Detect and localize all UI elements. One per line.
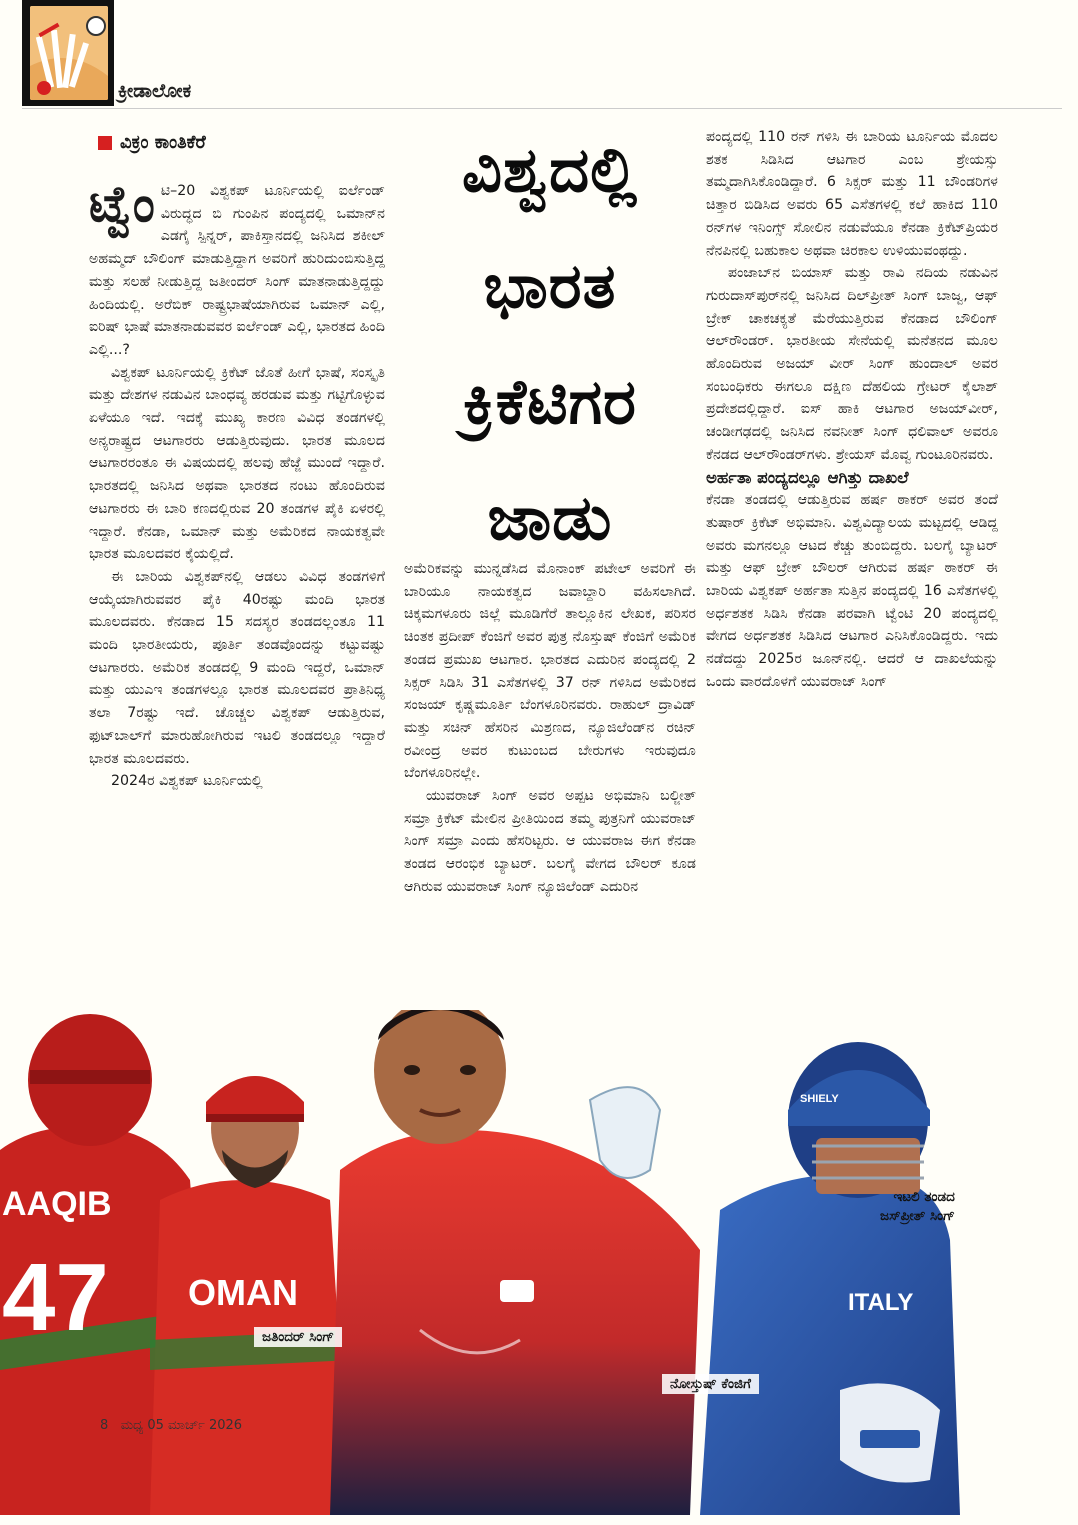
headline (404, 112, 696, 576)
oman-player-jatinder (150, 1076, 352, 1515)
usa-player-nosthush (330, 1010, 700, 1515)
oman-text: OMAN (188, 1272, 298, 1313)
paragraph: ಪಂದ್ಯದಲ್ಲಿ 110 ರನ್ ಗಳಿಸಿ ಈ ಬಾರಿಯ ಟೂರ್ನಿಯ ಮೊದಲ ಶತಕ ಸಿಡಿಸಿದ ಆಟಗಾರ ಎಂಬ ಶ್ರೇಯಸ್ಸು ತಮ್ಮದಾಗಿಸಿಕೊಂಡಿದ್ದಾರೆ. 6 ಸಿಕ್ಸರ್ ಮತ್ತು 11 ಬೌಂಡರಿಗಳ ಚಿತ್ತಾರ ಬಿಡಿಸಿದ ಅವರು 65 ಎಸೆತಗಳಲ್ಲಿ ಕಲೆ ಹಾಕಿದ 110 ರನ್‌ಗಳ ಇನಿಂಗ್ಸ್ ಸೋಲಿನ ನಡುವೆಯೂ ಕೆನಡಾ ಕ್ರಿಕೆಟ್‌ಪ್ರಿಯರ ನೆನಪಿನಲ್ಲಿ ಬಹುಕಾಲ ಅಥವಾ ಚಿರಕಾಲ ಉಳಿಯುವಂಥದ್ದು. (706, 129, 998, 259)
byline-square-icon (98, 136, 112, 150)
cricket-wickets-icon (30, 6, 108, 100)
caption-jaspreet (872, 1186, 963, 1228)
author-name: ವಿಕ್ರಂ ಕಾಂತಿಕೆರೆ (120, 132, 206, 153)
paragraph: ಅಮೆರಿಕವನ್ನು ಮುನ್ನಡೆಸಿದ ಮೊನಾಂಕ್ ಪಟೇಲ್ ಅವರಿಗೆ ಈ ಬಾರಿಯೂ ನಾಯಕತ್ವದ ಜವಾಬ್ದಾರಿ ವಹಿಸಲಾಗಿದೆ. ಚಿಕ್ಕಮಗಳೂರು ಜಿಲ್ಲೆ ಮೂಡಿಗೆರೆ ತಾಲ್ಲೂಕಿನ ಲೇಖಕ, ಪರಿಸರ ಚಿಂತಕ ಪ್ರದೀಪ್ ಕೆಂಜಿಗೆ ಅವರ ಪುತ್ರ ನೊಸ್ತುಷ್ ಕೆಂಜಿಗೆ ಅಮೆರಿಕ ತಂಡದ ಪ್ರಮುಖ ಆಟಗಾರ. ಭಾರತದ ಎದುರಿನ ಪಂದ್ಯದಲ್ಲಿ 2 ಸಿಕ್ಸರ್ ಸಿಡಿಸಿ 31 ಎಸೆತಗಳಲ್ಲಿ 37 ರನ್ ಗಳಿಸಿದ ಅಮೆರಿಕದ ಸಂಜಯ್ ಕೃಷ್ಣಮೂರ್ತಿ ಬೆಂಗಳೂರಿನವರು. ರಾಹುಲ್ ದ್ರಾವಿಡ್ ಮತ್ತು ಸಚಿನ್ ಹೆಸರಿನ ಮಿಶ್ರಣದ, ನ್ಯೂಜಿಲೆಂಡ್‌ನ ರಚಿನ್ ರವೀಂದ್ರ ಅವರ ಕುಟುಂಬದ ಬೇರುಗಳು ಇರುವುದೂ ಬೆಂಗಳೂರಿನಲ್ಲೇ. (404, 561, 696, 782)
paragraph: ಕೆನಡಾ ತಂಡದಲ್ಲಿ ಆಡುತ್ತಿರುವ ಹರ್ಷ ಠಾಕರ್ ಅವರ ತಂದೆ ತುಷಾರ್ ಕ್ರಿಕೆಟ್ ಅಭಿಮಾನಿ. ವಿಶ್ವವಿದ್ಯಾಲಯ ಮಟ್ಟದಲ್ಲಿ ಆಡಿದ್ದ ಅವರು ಮಗನಲ್ಲೂ ಆಟದ ಕೆಚ್ಚು ತುಂಬಿದ್ದರು. ಬಲಗೈ ಬ್ಯಾಟರ್ ಮತ್ತು ಆಫ್ ಬ್ರೇಕ್ ಬೌಲರ್ ಆಗಿರುವ ಹರ್ಷ ಠಾಕರ್ ಈ ಬಾರಿಯ ವಿಶ್ವಕಪ್ ಅರ್ಹತಾ ಸುತ್ತಿನ ಪಂದ್ಯದಲ್ಲಿ 16 ಎಸೆತಗಳಲ್ಲಿ ಅರ್ಧಶತಕ ಸಿಡಿಸಿ ಕೆನಡಾ ಪರವಾಗಿ ಟ್ವೆಂಟಿ 20 ಪಂದ್ಯದಲ್ಲಿ ವೇಗದ ಅರ್ಧಶತಕ ಸಿಡಿಸಿದ ಆಟಗಾರ ಎನಿಸಿಕೊಂಡಿದ್ದರು. ಇದು ನಡೆದದ್ದು 2025ರ ಜೂನ್‌ನಲ್ಲಿ. ಆದರೆ ಆ ದಾಖಲೆಯನ್ನು ಒಂದು ವಾರದೊಳಗೆ ಯುವರಾಜ್ ಸಿಂಗ್ (706, 492, 998, 690)
header-divider (22, 108, 1062, 109)
section-label: ಕ್ರೀಡಾಲೋಕ (118, 80, 192, 102)
paragraph: ಈ ಬಾರಿಯ ವಿಶ್ವಕಪ್‌ನಲ್ಲಿ ಆಡಲು ವಿವಿಧ ತಂಡಗಳಿಗೆ ಆಯ್ಕೆಯಾಗಿರುವವರ ಪೈಕಿ 40ರಷ್ಟು ಮಂದಿ ಭಾರತ ಮೂಲದವರು. ಕೆನಡಾದ 15 ಸದಸ್ಯರ ತಂಡದಲ್ಲಂತೂ 11 ಮಂದಿ ಭಾರತೀಯರು, ಪೂರ್ತಿ ತಂಡವೊಂದನ್ನು ಕಟ್ಟುವಷ್ಟು ಆಟಗಾರರು. ಅಮೆರಿಕ ತಂಡದಲ್ಲಿ 9 ಮಂದಿ ಇದ್ದರೆ, ಒಮಾನ್ ಮತ್ತು ಯುಎಇ ತಂಡಗಳಲ್ಲೂ ಭಾರತ ಮೂಲದವರ ಪ್ರಾತಿನಿಧ್ಯ ತಲಾ 7ರಷ್ಟು ಇದೆ. ಚೊಚ್ಚಲ ವಿಶ್ವಕಪ್ ಆಡುತ್ತಿರುವ, ಫುಟ್‌ಬಾಲ್‌ಗೆ ಮಾರುಹೋಗಿರುವ ಇಟಲಿ ತಂಡದಲ್ಲೂ ಇದ್ದಾರೆ ಭಾರತ ಮೂಲದವರು. (89, 568, 385, 767)
paragraph-text: ಟಿ–20 ವಿಶ್ವಕಪ್ ಟೂರ್ನಿಯಲ್ಲಿ ಐರ್ಲೆಂಡ್ ವಿರುದ್ಧದ ಬಿ ಗುಂಪಿನ ಪಂದ್ಯದಲ್ಲಿ ಒಮಾನ್‌ನ ಎಡಗೈ ಸ್ಪಿನ್ನರ್, ಪಾಕಿಸ್ತಾನದಲ್ಲಿ ಜನಿಸಿದ ಶಕೀಲ್ ಅಹಮ್ಮದ್ ಬೌಲಿಂಗ್ ಮಾಡುತ್ತಿದ್ದಾಗ ಅವರಿಗೆ ಹುರಿದುಂಬಿಸುತ್ತಿದ್ದ ಮತ್ತು ಸಲಹೆ ನೀಡುತ್ತಿದ್ದ ಜತೀಂದರ್ ಸಿಂಗ್ ಮಾತನಾಡುತ್ತಿದ್ದದ್ದು ಹಿಂದಿಯಲ್ಲಿ. ಅರೆಬಿಕ್ ರಾಷ್ಟ್ರಭಾಷೆಯಾಗಿರುವ ಒಮಾನ್ ಎಲ್ಲಿ, ಐರಿಷ್ ಭಾಷೆ ಮಾತನಾಡುವವರ ಐರ್ಲೆಂಡ್ ಎಲ್ಲಿ, ಭಾರತದ ಹಿಂದಿ ಎಲ್ಲಿ...? (89, 183, 385, 358)
headline-line-4: ಜಾಡು (487, 481, 613, 554)
headline-line-1: ವಿಶ್ವದಲ್ಲಿ (462, 133, 638, 206)
caption-jaspreet-line-2: ಜಸ್‌ಪ್ರೀತ್ ಸಿಂಗ್ (880, 1208, 955, 1224)
paragraph: ಯುವರಾಜ್ ಸಿಂಗ್ ಅವರ ಅಪ್ಪಟ ಅಭಿಮಾನಿ ಬಲ್ಜೀತ್ ಸಮ್ರಾ ಕ್ರಿಕೆಟ್ ಮೇಲಿನ ಪ್ರೀತಿಯಿಂದ ತಮ್ಮ ಪುತ್ರನಿಗೆ ಯುವರಾಜ್ ಸಿಂಗ್ ಸಮ್ರಾ ಎಂದು ಹೆಸರಿಟ್ಟರು. ಆ ಯುವರಾಜ ಈಗ ಕೆನಡಾ ತಂಡದ ಆರಂಭಿಕ ಬ್ಯಾಟರ್. ಬಲಗೈ ವೇಗದ ಬೌಲರ್ ಕೂಡ ಆಗಿರುವ ಯುವರಾಜ್ ಸಿಂಗ್ ನ್ಯೂಜಿಲೆಂಡ್ ಎದುರಿನ (404, 788, 696, 895)
page-number: 8 (100, 1418, 109, 1433)
headline-line-3: ಕ್ರಿಕೆಟಿಗರ (463, 365, 637, 438)
caption-nosthush: ನೋಸ್ತುಷ್ ಕೆಂಜಿಗೆ (662, 1374, 759, 1394)
page-footer (100, 1418, 242, 1433)
jersey-number: 47 (2, 1244, 109, 1351)
italy-player-jaspreet (700, 1042, 960, 1515)
paragraph: 2024ರ ವಿಶ್ವಕಪ್ ಟೂರ್ನಿಯಲ್ಲಿ (111, 773, 263, 790)
publication-date: ಮಧ್ಯ 05 ಮಾರ್ಚ್ 2026 (120, 1418, 243, 1433)
paragraph: ಪಂಜಾಬ್‌ನ ಬಿಯಾಸ್ ಮತ್ತು ರಾವಿ ನದಿಯ ನಡುವಿನ ಗುರುದಾಸ್‌ಪುರ್‌ನಲ್ಲಿ ಜನಿಸಿದ ದಿಲ್‌ಪ್ರೀತ್ ಸಿಂಗ್ ಬಾಜ್ವ, ಆಫ್ ಬ್ರೇಕ್ ಚಾಕಚಕ್ಯತೆ ಮೆರೆಯುತ್ತಿರುವ ಕೆನಡಾದ ಬೌಲಿಂಗ್ ಆಲ್‌ರೌಂಡರ್. ಭಾರತೀಯ ಸೇನೆಯಲ್ಲಿ ಮನೆತನದ ಮೂಲ ಹೊಂದಿರುವ ಅಜಯ್ ವೀರ್ ಸಿಂಗ್ ಹುಂದಾಲ್ ಅವರ ಸಂಬಂಧಿಕರು ಈಗಲೂ ದಕ್ಷಿಣ ದೆಹಲಿಯ ಗ್ರೇಟರ್ ಕೈಲಾಶ್ ಪ್ರದೇಶದಲ್ಲಿದ್ದಾರೆ. ಐಸ್ ಹಾಕಿ ಆಟಗಾರ ಅಜಯ್‌ವೀರ್, ಚಂಡೀಗಢದಲ್ಲಿ ಜನಿಸಿದ ನವನೀತ್ ಸಿಂಗ್ ಧಲಿವಾಲ್ ಅವರೂ ಕೆನಡದ ಆಲ್‌ರೌಂಡರ್‌ಗಳು. ಶ್ರೇಯಸ್ ಮೊವ್ವ ಗುಂಟೂರಿನವರು. (706, 265, 998, 463)
byline (98, 132, 206, 153)
caption-jatinder: ಜತಿಂದರ್ ಸಿಂಗ್ (254, 1327, 342, 1347)
paragraph (89, 175, 385, 362)
headline-line-2: ಭಾರತ (483, 249, 617, 322)
caption-jaspreet-line-1: ಇಟಲಿ ತಂಡದ (893, 1189, 955, 1205)
cricketers-photo (0, 1010, 1078, 1515)
paragraph: ವಿಶ್ವಕಪ್ ಟೂರ್ನಿಯಲ್ಲಿ ಕ್ರಿಕೆಟ್ ಜೊತೆ ಹೀಗೆ ಭಾಷೆ, ಸಂಸ್ಕೃತಿ ಮತ್ತು ದೇಶಗಳ ನಡುವಿನ ಬಾಂಧವ್ಯ ಹರಡುವ ಮತ್ತು ಗಟ್ಟಿಗೊಳ್ಳುವ ಏಳೆಯೂ ಇದೆ. ಇದಕ್ಕೆ ಮುಖ್ಯ ಕಾರಣ ವಿವಿಧ ತಂಡಗಳಲ್ಲಿ ಅನ್ಯರಾಷ್ಟ್ರದ ಆಟಗಾರರು ಆಡುತ್ತಿರುವುದು. ಭಾರತ ಮೂಲದ ಆಟಗಾರರಂತೂ ಈ ವಿಷಯದಲ್ಲಿ ಹಲವು ಹೆಜ್ಜೆ ಮುಂದೆ ಇದ್ದಾರೆ. ಭಾರತದಲ್ಲಿ ಜನಿಸಿದ ಅಥವಾ ಭಾರತದ ನಂಟು ಹೊಂದಿರುವ ಆಟಗಾರರು ಈ ಬಾರಿ ಕಣದಲ್ಲಿರುವ 20 ತಂಡಗಳ ಪೈಕಿ ಏಳರಲ್ಲಿ ಇದ್ದಾರೆ. ಕೆನಡಾ, ಒಮಾನ್ ಮತ್ತು ಅಮೆರಿಕದ ನಾಯಕತ್ವವೇ ಭಾರತ ಮೂಲದವರ ಕೈಯಲ್ಲಿದೆ. (89, 364, 385, 563)
italy-text: ITALY (848, 1289, 914, 1316)
article-column-right (706, 126, 998, 981)
subheading: ಅರ್ಹತಾ ಪಂದ್ಯದಲ್ಲೂ ಆಗಿತ್ತು ದಾಖಲೆ (706, 467, 909, 487)
helmet-sponsor: SHIELY (800, 1093, 839, 1105)
article-column-middle (404, 558, 696, 1008)
section-logo (22, 0, 114, 106)
article-column-left (89, 175, 385, 1020)
jersey-name: AAQIB (2, 1185, 112, 1223)
drop-cap: ಟ್ವೆಂ (89, 175, 155, 233)
